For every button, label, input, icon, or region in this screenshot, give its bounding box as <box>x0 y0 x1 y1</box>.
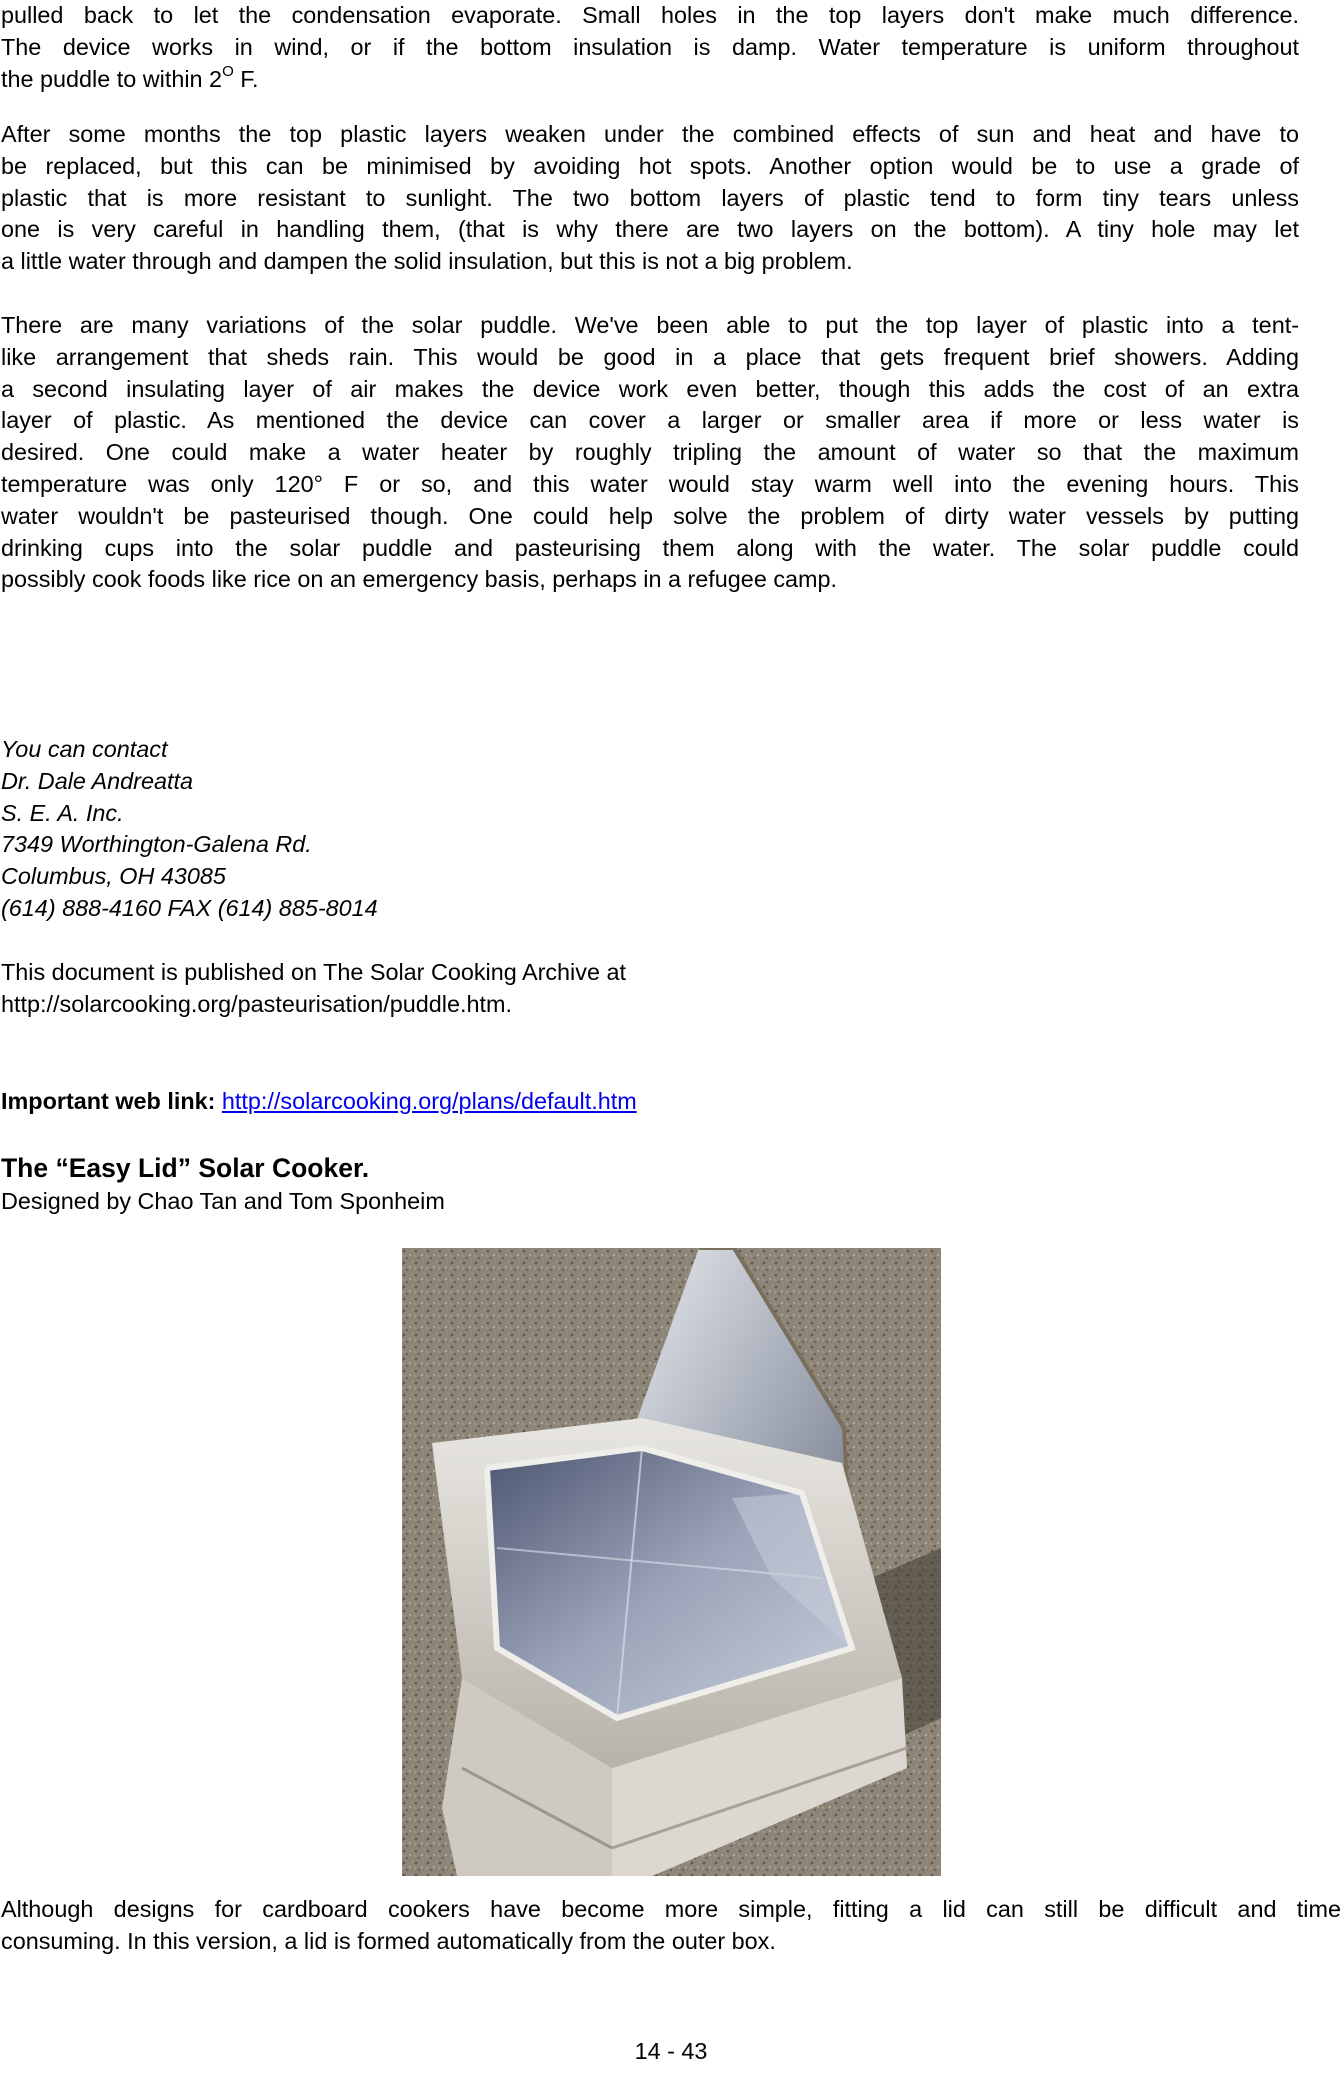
text-line: the puddle to within $2^O$ F. <box>1 62 259 92</box>
paragraph-easy-lid <box>1 1894 1341 1958</box>
text-line: be replaced, but this can be minimised by avoiding hot spots. Another option would be to use a grade of <box>1 152 1299 179</box>
text-line: Although designs for cardboard cookers have become more simple, fitting a lid can still be difficult and time <box>1 1896 1341 1922</box>
section-title: The “Easy Lid” Solar Cooker. <box>1 1153 370 1183</box>
published-note <box>1 957 626 1021</box>
degree-superscript: O <box>222 62 234 80</box>
text-line: a little water through and dampen the solid insulation, but this is not a big problem. <box>1 248 853 275</box>
published-url: http://solarcooking.org/pasteurisation/puddle.htm. <box>1 990 512 1017</box>
text-line: drinking cups into the solar puddle and pasteurising them along with the water. The solar puddle could <box>1 534 1299 561</box>
text-line: one is very careful in handling them, (that is why there are two layers on the bottom). A tiny hole may let <box>1 216 1299 243</box>
text-line: pulled back to let the condensation evaporate. Small holes in the top layers don't make much difference. <box>1 2 1299 28</box>
text-line: possibly cook foods like rice on an emergency basis, perhaps in a refugee camp. <box>1 566 838 593</box>
paragraph-variations <box>1 310 1299 596</box>
text-line: water wouldn't be pasteurised though. One could help solve the problem of dirty water vessels by putting <box>1 502 1299 529</box>
text-line: like arrangement that sheds rain. This would be good in a place that gets frequent brief showers. Adding <box>1 343 1299 370</box>
text-line: The device works in wind, or if the bottom insulation is damp. Water temperature is uniform throughout <box>1 33 1299 60</box>
contact-block <box>1 734 378 925</box>
contact-line: Columbus, OH 43085 <box>1 863 226 890</box>
important-web-link <box>1 1086 637 1118</box>
contact-line: (614) 888-4160 FAX (614) 885-8014 <box>1 894 378 921</box>
published-line: This document is published on The Solar Cooking Archive at <box>1 959 626 985</box>
section-byline: Designed by Chao Tan and Tom Sponheim <box>1 1188 445 1214</box>
web-link[interactable]: http://solarcooking.org/plans/default.htm <box>221 1088 637 1114</box>
contact-line: 7349 Worthington-Galena Rd. <box>1 831 312 858</box>
text-line: temperature was only 120° F or so, and this water would stay warm well into the evening hours. This <box>1 470 1299 497</box>
text-line: plastic that is more resistant to sunlight. The two bottom layers of plastic tend to form tiny tears unless <box>1 184 1299 211</box>
text-line: a second insulating layer of air makes the device work even better, though this adds the cost of an extra <box>1 375 1299 402</box>
text-line: consuming. In this version, a lid is formed automatically from the outer box. <box>1 1927 776 1954</box>
text-line: desired. One could make a water heater by roughly tripling the amount of water so that the maximum <box>1 439 1299 466</box>
contact-line: Dr. Dale Andreatta <box>1 767 193 794</box>
page-number: 14 - 43 <box>634 2038 708 2064</box>
text-line: layer of plastic. As mentioned the device can cover a larger or smaller area if more or less water is <box>1 407 1299 434</box>
paragraph-condensation <box>1 0 1299 95</box>
text-line: After some months the top plastic layers weaken under the combined effects of sun and heat and have to <box>1 121 1299 147</box>
paragraph-plastic-layers <box>1 119 1299 278</box>
contact-line: S. E. A. Inc. <box>1 799 124 826</box>
contact-line: You can contact <box>1 736 168 762</box>
text-line: There are many variations of the solar puddle. We've been able to put the top layer of plastic into a tent- <box>1 312 1299 338</box>
solar-cooker-photo <box>402 1248 941 1876</box>
web-link-label: Important web link: <box>1 1088 216 1114</box>
